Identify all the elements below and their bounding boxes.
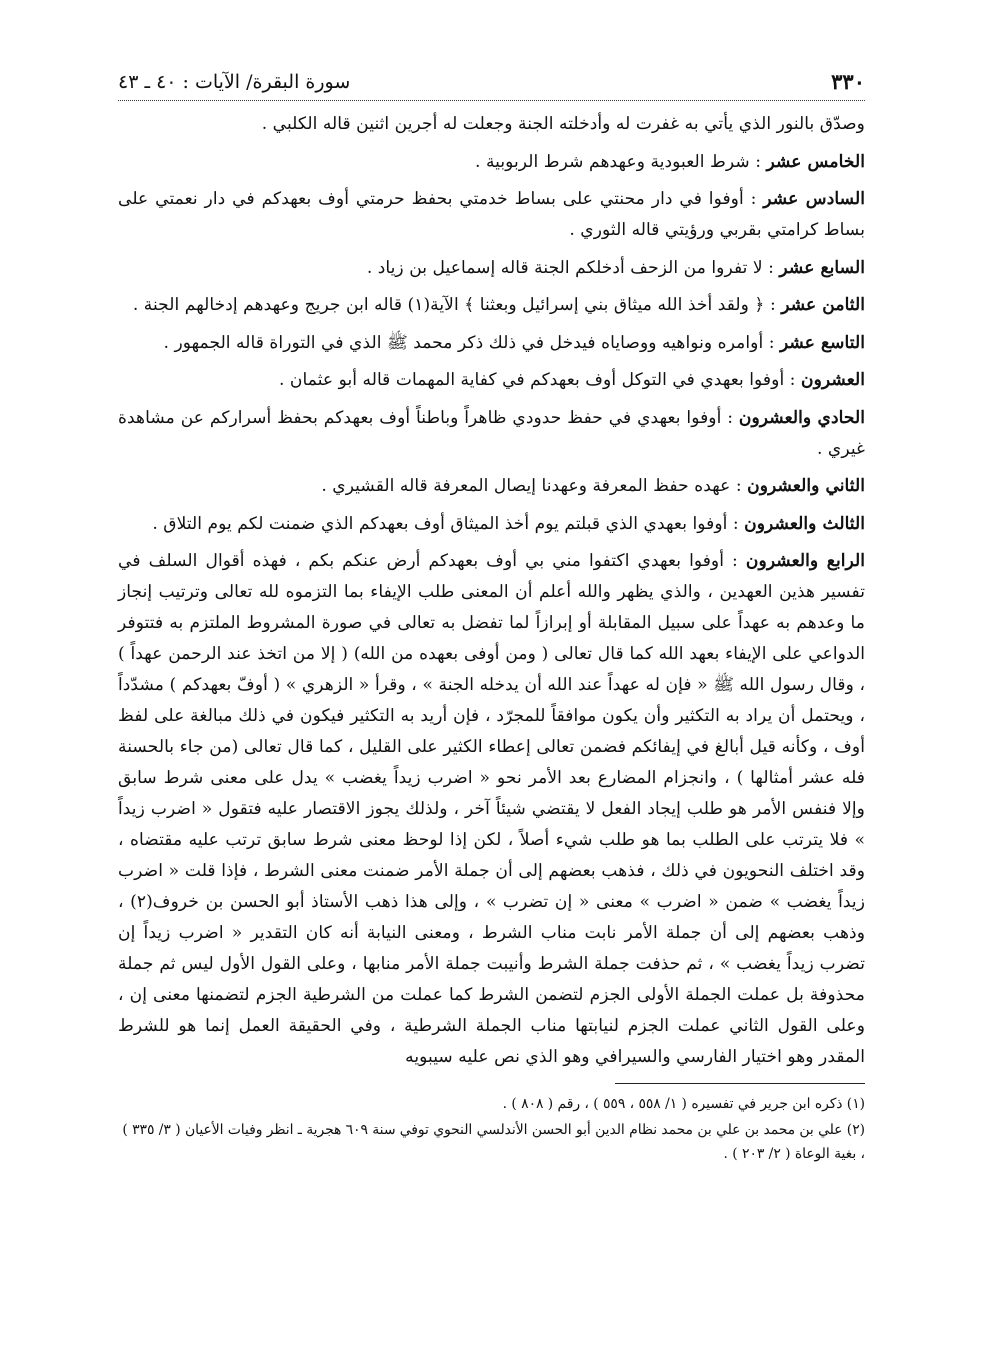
section-title: سورة البقرة/ الآيات : ٤٠ ـ ٤٣ — [118, 71, 351, 93]
running-header — [118, 70, 865, 101]
paragraph-label: العشرون — [800, 370, 865, 390]
paragraph-text: : أوفوا في دار محنتي على بساط خدمتي بحفظ حرمتي أوف بعهدكم في دار نعمتي على بساط كرامتي بقربي ورؤيتي قاله الثوري . — [118, 189, 865, 240]
paragraph-text: وصدّق بالنور الذي يأتي به غفرت له وأدخلته الجنة وجعلت له أجرين اثنين قاله الكلبي . — [261, 114, 865, 134]
paragraph — [118, 509, 865, 540]
paragraph-label: التاسع عشر — [779, 332, 865, 353]
paragraph-label: الخامس عشر — [766, 151, 865, 172]
paragraph-label: الثاني والعشرون — [747, 476, 865, 496]
footnotes — [118, 1092, 865, 1166]
paragraph-text: : أوامره ونواهيه ووصاياه فيدخل في ذلك ذكر محمد ﷺ الذي في التوراة قاله الجمهور . — [163, 332, 780, 353]
paragraph-text: : شرط العبودية وعهدهم شرط الربوبية . — [475, 151, 767, 172]
paragraph — [118, 253, 865, 284]
paragraph — [118, 147, 865, 178]
footnote-divider — [615, 1083, 865, 1084]
paragraph — [118, 365, 865, 396]
paragraph-text: : عهده حفظ المعرفة وعهدنا إيصال المعرفة قاله القشيري . — [321, 476, 748, 496]
paragraph — [118, 546, 865, 1073]
main-text — [118, 109, 865, 1073]
paragraph — [118, 184, 865, 246]
paragraph-label: السادس عشر — [763, 189, 865, 209]
paragraph-text: : أوفوا بعهدي في التوكل أوف بعهدكم في كفاية المهمات قاله أبو عثمان . — [278, 370, 801, 390]
paragraph-text: : أوفوا بعهدي الذي قبلتم يوم أخذ الميثاق أوف بعهدكم الذي ضمنت لكم يوم التلاق . — [152, 513, 745, 534]
paragraph — [118, 471, 865, 502]
page-number: ٣٣٠ — [831, 69, 865, 94]
paragraph-text: : أوفوا بعهدي في حفظ حدودي ظاهراً وباطناً أوف بعهدكم بحفظ أسراركم عن مشاهدة غيري . — [118, 407, 865, 459]
paragraph — [118, 290, 865, 321]
paragraph-label: الحادي والعشرون — [738, 407, 865, 428]
paragraph-label: السابع عشر — [779, 257, 865, 278]
paragraph-label: الثالث والعشرون — [744, 513, 865, 534]
paragraph — [118, 328, 865, 359]
paragraph — [118, 109, 865, 140]
footnote-1: (١) ذكره ابن جرير في تفسيره ( ١/ ٥٥٨ ، ٥٥٩ ) ، رقم ( ٨٠٨ ) . — [502, 1096, 865, 1112]
paragraph-text: : ﴿ ولقد أخذ الله ميثاق بني إسرائيل وبعثنا ﴾ الآية(١) قاله ابن جريج وعهدهم إدخالهم الجنة . — [132, 295, 782, 315]
paragraph-text: : لا تفروا من الزحف أدخلكم الجنة قاله إسماعيل بن زياد . — [366, 257, 780, 278]
paragraph-label: الثامن عشر — [781, 295, 865, 315]
paragraph — [118, 403, 865, 465]
footnote-2: (٢) علي بن محمد بن علي بن محمد نظام الدين أبو الحسن الأندلسي النحوي توفي سنة ٦٠٩ هجرية ـ انظر وفيات الأعيان ( ٣/ ٣٣٥ ) ، بغية الوعاة ( ٢/ ٢٠٣ ) . — [122, 1122, 865, 1162]
paragraph-label: الرابع والعشرون — [745, 551, 865, 571]
paragraph-text: : أوفوا بعهدي اكتفوا مني بي أوف بعهدكم أرض عنكم بكم ، فهذه أقوال السلف في تفسير هذين العهدين ، والذي يظهر والله أعلم أن المعنى طلب الإيفاء بما التزموه لله تعالى وترتيب إنجاز ما وعدهم به عهداً على سبيل المقابلة أو إبرازاً لما تفضل به تعالى في صورة المشروط الملتزم به فتتوفر الدواعي على الإيفاء بعهد الله كما قال تعالى ( ومن أوفى بعهده من الله) ( إلا من اتخذ عند الرحمن عهداً ) ، وقال رسول الله ﷺ « فإن له عهداً عند الله أن يدخله الجنة » ، وقرأ « الزهري » ( أوفّ بعهدكم ) مشدّداً ، ويحتمل أن يراد به التكثير وأن يكون موافقاً للمجرّد ، فإن أريد به التكثير فيكون في ذلك مبالغة على لفظ أوف ، وكأنه قيل أبالغ في إيفائكم فضمن تعالى إعطاء الكثير على القليل ، كما قال تعالى (من جاء بالحسنة فله عشر أمثالها ) ، وانجزام المضارع بعد الأمر نحو « اضرب زيداً يغضب » يدل على معنى شرط سابق وإلا فنفس الأمر هو طلب إيجاد الفعل لا يقتضي شيئاً آخر ، ولذلك يجوز الاقتصار عليه فتقول « اضرب زيداً » فلا يترتب على الطلب بما هو طلب شيء أصلاً ، لكن إذا لوحظ معنى شرط سابق ترتب عليه مقتضاه ، وقد اختلف النحويون في ذلك ، فذهب بعضهم إلى أن جملة الأمر ضمنت معنى الشرط ، فإذا قلت « اضرب زيداً يغضب » ضمن « اضرب » معنى « إن تضرب » ، وإلى هذا ذهب الأستاذ أبو الحسن بن خروف(٢) ، وذهب بعضهم إلى أن جملة الأمر نابت مناب الشرط ، ومعنى النيابة أنه كان التقدير « اضرب زيداً إن تضرب زيداً يغضب » ، ثم حذفت جملة الشرط وأنيبت جملة الأمر منابها ، وعلى القول الأول ليس ثم جملة محذوفة بل عملت الجملة الأولى الجزم لتضمن الشرط كما عملت من الشرطية الجزم لتضمنها معنى إن ، وعلى القول الثاني عملت الجزم لنيابتها مناب الجملة الشرطية ، وفي الحقيقة العمل إنما هو للشرط المقدر وهو اختيار الفارسي والسيرافي وهو الذي نص عليه سيبويه — [118, 551, 865, 1067]
